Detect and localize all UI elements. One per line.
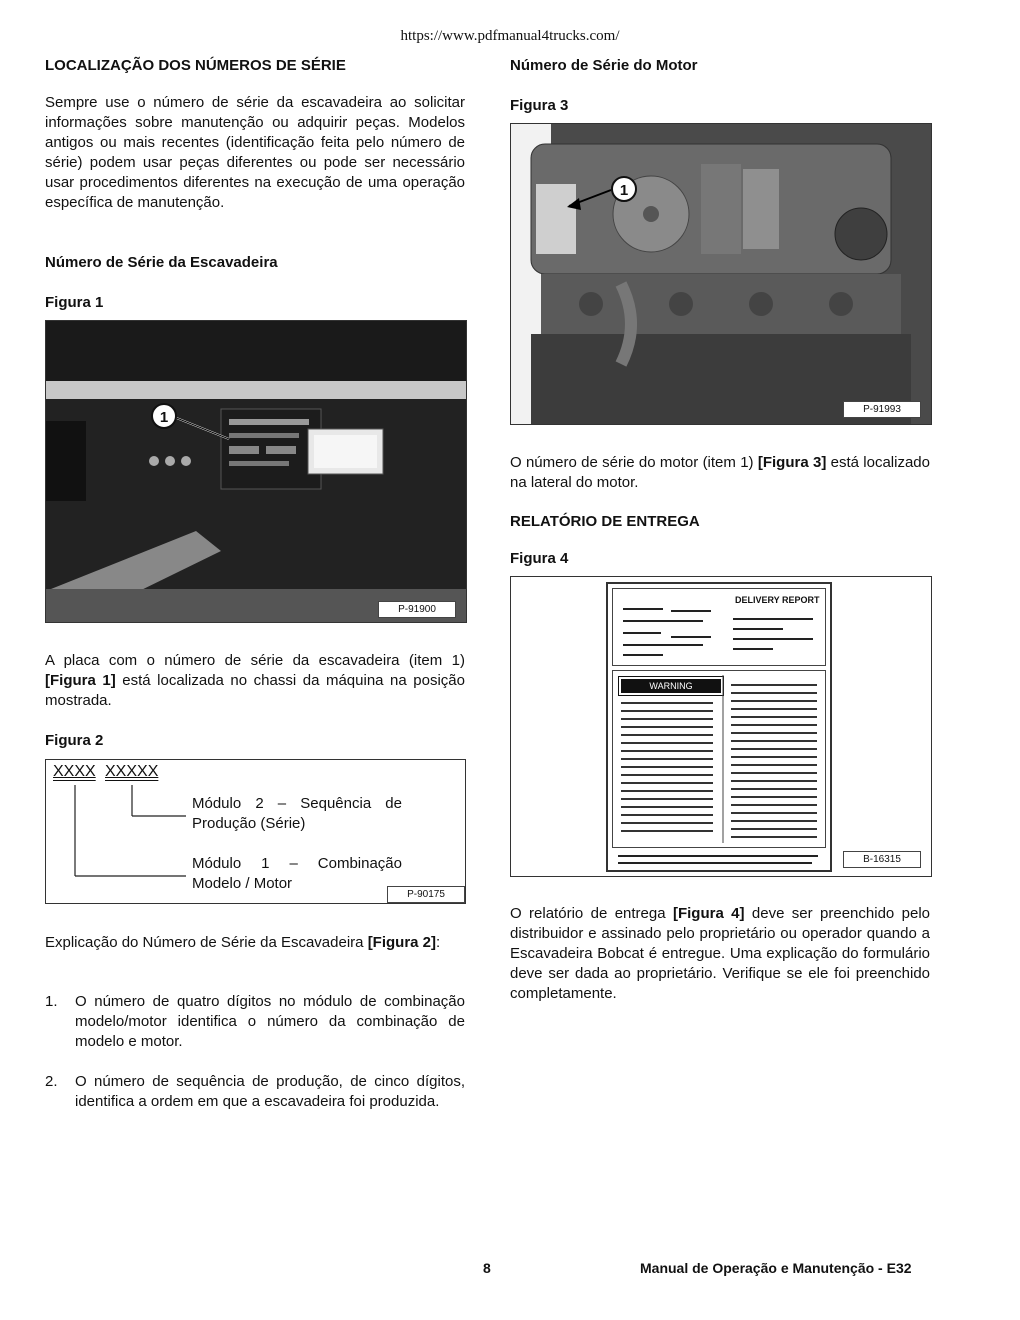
form-top-section: [612, 588, 826, 666]
code-module-1: XXXX: [53, 763, 96, 780]
subheading-excavator-serial: Número de Série da Escavadeira: [45, 254, 278, 271]
list-number: 1.: [45, 993, 58, 1010]
fig4-text-a: O relatório de entrega: [510, 905, 673, 922]
fig1-text-b: está localizada no chassi da máquina na posição mostrada.: [45, 672, 465, 709]
fig2-text-b: :: [436, 934, 441, 951]
delivery-report-title: DELIVERY REPORT: [735, 595, 820, 605]
form-middle-section: [612, 670, 826, 848]
figure-4-description: [510, 904, 930, 1004]
warning-label: WARNING: [619, 677, 723, 695]
fig4-text-b: deve ser preenchido pelo distribuidor e assinado pelo proprietário ou operador quando a Escavadeira Bobcat é entregue. Uma explicação do formulário deve ser dada ao proprietário. Verifique se ele foi preenchido completamente.: [510, 905, 930, 1002]
engine-illustration: [511, 124, 931, 424]
figure-2-code: P-90175: [387, 886, 465, 903]
figure-3-code: P-91993: [843, 401, 921, 418]
code-module-2: XXXXX: [105, 763, 159, 780]
figure-1-code: P-91900: [378, 601, 456, 618]
fig2-text-a: Explicação do Número de Série da Escavadeira: [45, 934, 368, 951]
module-2-description: Módulo 2 – Sequência de Produção (Série): [192, 795, 402, 832]
list-text: O número de sequência de produção, de cinco dígitos, identifica a ordem em que a escavadeira foi produzida.: [75, 1073, 465, 1110]
list-item: [45, 1072, 465, 1112]
intro-paragraph: Sempre use o número de série da escavadeira ao solicitar informações sobre manutenção ou adquirir peças. Modelos antigos ou mais recentes (identificação feita pelo número de série) podem usar peças diferentes ou pode ser necessário usar procedimentos diferentes na execução de uma operação específica de manutenção.: [45, 94, 465, 211]
subheading-delivery-report: RELATÓRIO DE ENTREGA: [510, 513, 700, 530]
fig3-text-a: O número de série do motor (item 1): [510, 454, 758, 471]
page-number: 8: [483, 1260, 491, 1276]
figure-3-label: Figura 3: [510, 97, 569, 114]
figure-4-code: B-16315: [843, 851, 921, 868]
excavator-chassis-illustration: [46, 321, 466, 622]
callout-1: 1: [151, 403, 177, 429]
list-text: O número de quatro dígitos no módulo de combinação modelo/motor identifica o número da combinação de modelo e motor.: [75, 993, 465, 1050]
fig1-text-a: A placa com o número de série da escavadeira (item 1): [45, 652, 465, 669]
figure-2-explanation: [45, 933, 465, 953]
list-number: 2.: [45, 1073, 58, 1090]
figure-1-photo: [45, 320, 467, 623]
source-url[interactable]: https://www.pdfmanual4trucks.com/: [400, 28, 620, 44]
fig4-ref: [Figura 4]: [672, 905, 745, 922]
subheading-engine-serial: Número de Série do Motor: [510, 57, 698, 74]
figure-3-description: [510, 453, 930, 493]
figure-1-label: Figura 1: [45, 294, 104, 311]
figure-2-label: Figura 2: [45, 732, 104, 749]
figure-1-description: [45, 651, 465, 711]
fig1-ref: [Figura 1]: [45, 672, 116, 689]
list-item: [45, 992, 465, 1052]
fig3-ref: [Figura 3]: [757, 454, 827, 471]
form-lines-middle: [613, 671, 825, 847]
callout-1: 1: [611, 176, 637, 202]
section-title: LOCALIZAÇÃO DOS NÚMEROS DE SÉRIE: [45, 57, 346, 74]
figure-4-label: Figura 4: [510, 550, 569, 567]
form-lines-bottom: [612, 850, 826, 870]
fig2-ref: [Figura 2]: [367, 934, 437, 951]
figure-2-diagram: [45, 759, 466, 904]
module-1-description: Módulo 1 – Combinação Modelo / Motor: [192, 855, 402, 892]
fig3-text-b: está localizado na lateral do motor.: [510, 454, 930, 491]
figure-4-illustration: [510, 576, 932, 877]
numbered-list: [45, 992, 465, 1112]
manual-title: Manual de Operação e Manutenção - E32: [640, 1260, 912, 1276]
delivery-report-form: [606, 582, 832, 872]
figure-3-photo: [510, 123, 932, 425]
